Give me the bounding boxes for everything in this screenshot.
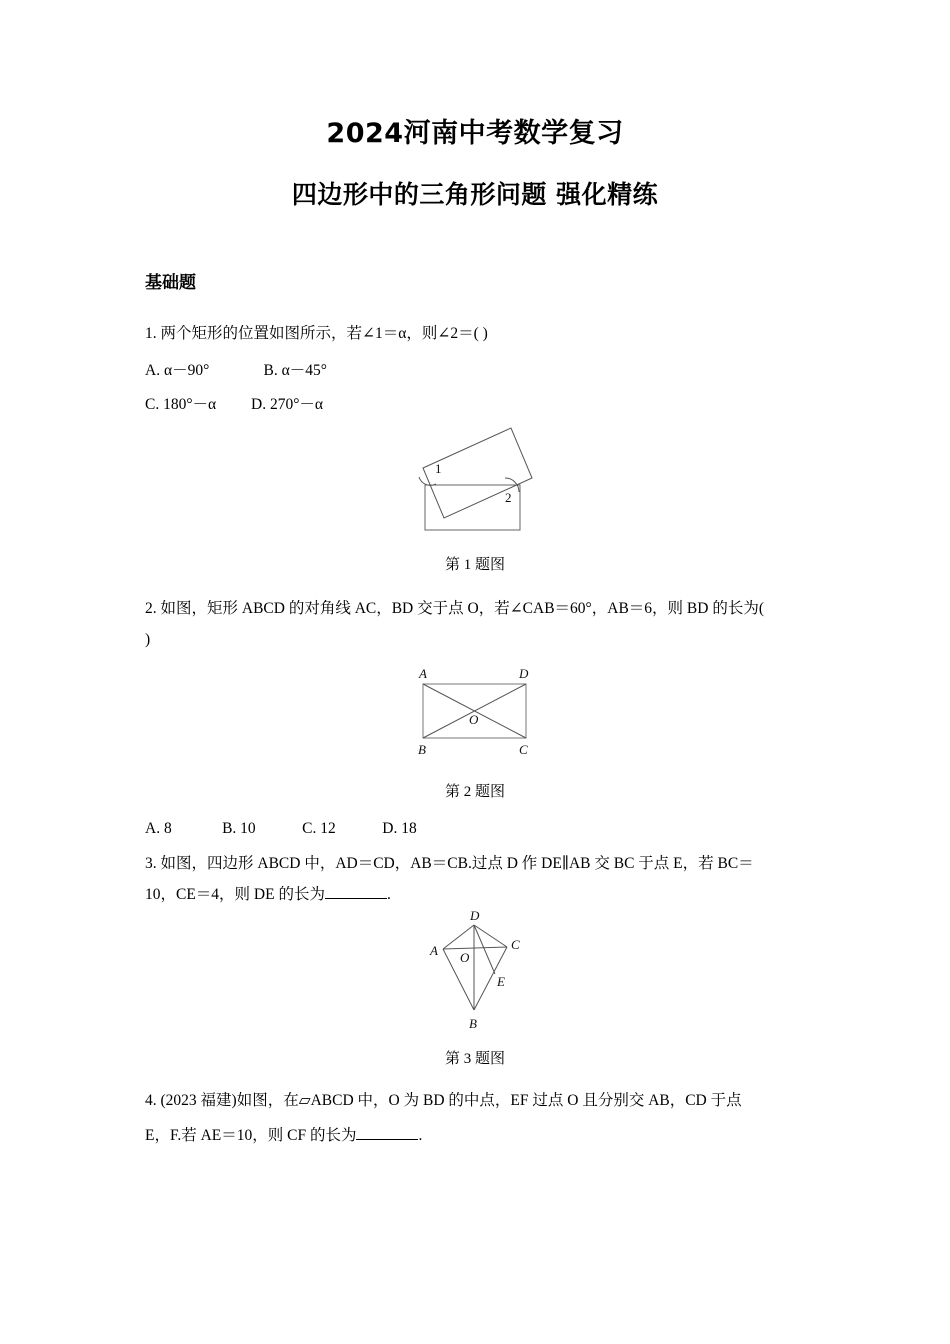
- figure1-angle-2-label: 2: [505, 490, 512, 505]
- page-subtitle: 四边形中的三角形问题 强化精练: [291, 180, 659, 210]
- question-2-figure-caption: 第 2 题图: [444, 784, 505, 800]
- figure2-label-A: A: [419, 666, 427, 681]
- question-3-figure: [410, 905, 560, 1040]
- question-3-answer-blank[interactable]: [325, 885, 387, 899]
- figure2-label-D: D: [519, 666, 529, 681]
- figure2-label-O: O: [469, 712, 479, 727]
- question-2-options-row: A. 8 B. 10 C. 12 D. 18: [145, 820, 417, 837]
- figure3-label-D: D: [470, 908, 480, 923]
- question-4-answer-blank[interactable]: [356, 1126, 418, 1140]
- question-3-stem-line-1: 3. 如图，四边形 ABCD 中，AD＝CD，AB＝CB.过点 D 作 DE∥AB 交 BC 于点 E，若 BC＝: [145, 855, 754, 872]
- figure2-label-C: C: [519, 742, 528, 757]
- figure3-label-B: B: [469, 1016, 477, 1031]
- question-4-stem-line-2: [145, 1120, 817, 1151]
- page-title: 2024河南中考数学复习: [326, 118, 624, 149]
- figure3-label-C: C: [511, 937, 520, 952]
- question-2-stem-line-1: 2. 如图，矩形 ABCD 的对角线 AC，BD 交于点 O，若∠CAB＝60°，AB＝6，则 BD 的长为(: [145, 600, 764, 617]
- question-4-stem-line-2-pre: E，F.若 AE＝10，则 CF 的长为: [145, 1127, 357, 1144]
- title-block: [0, 118, 950, 210]
- question-3-figure-caption: 第 3 题图: [444, 1051, 505, 1067]
- question-3-stem-line-2-post: .: [386, 886, 391, 903]
- figure3-label-E: E: [497, 974, 505, 989]
- question-1-figure-caption: 第 1 题图: [444, 557, 505, 573]
- section-heading: 基础题: [145, 273, 196, 293]
- question-4-stem-line-2-post: .: [418, 1127, 423, 1144]
- question-1-figure: [405, 420, 565, 550]
- figure3-label-A: A: [430, 943, 438, 958]
- figure3-label-O: O: [460, 950, 470, 965]
- question-1-options-row-2: C. 180°－α D. 270°－α: [145, 396, 324, 413]
- figure1-angle-1-label: 1: [435, 461, 442, 476]
- figure2-label-B: B: [418, 742, 426, 757]
- question-2-stem-line-2: ): [145, 631, 151, 648]
- question-4-stem-line-1: 4. (2023 福建)如图，在▱ABCD 中，O 为 BD 的中点，EF 过点 O 且分别交 AB，CD 于点: [145, 1092, 742, 1109]
- question-1-options-row-1: A. α－90° B. α－45°: [145, 362, 327, 379]
- question-2-figure: [405, 662, 550, 767]
- question-1-stem: 1. 两个矩形的位置如图所示，若∠1＝α，则∠2＝( ): [145, 325, 488, 342]
- question-3-stem-line-2-pre: 10，CE＝4，则 DE 的长为: [145, 886, 325, 903]
